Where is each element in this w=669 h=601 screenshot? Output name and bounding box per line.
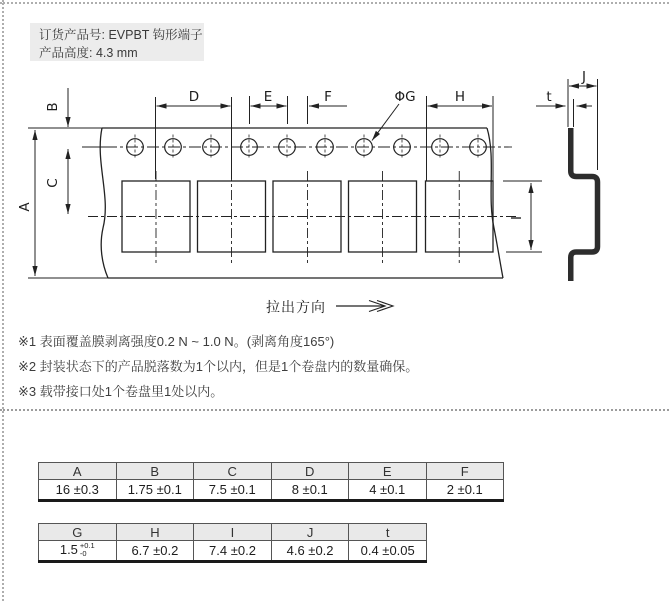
value-g-number: 1.5 bbox=[59, 542, 78, 558]
value-a: 16 ±0.3 bbox=[39, 480, 117, 501]
note-3: ※3 载带接口处1个卷盘里1处以内。 bbox=[18, 384, 224, 399]
table-header-row bbox=[39, 524, 427, 541]
tolerance-minus: -0 bbox=[79, 548, 87, 558]
tolerance-plus: +0.1 bbox=[79, 540, 95, 550]
col-header-b: B bbox=[116, 463, 194, 480]
dim-label-i: I bbox=[509, 216, 525, 220]
value-b: 1.75 ±0.1 bbox=[116, 480, 194, 501]
product-number-text: 订货产品号: EVPBT 钩形端子 bbox=[39, 28, 203, 42]
table-value-row bbox=[39, 480, 504, 501]
tape-cross-section-profile bbox=[571, 128, 598, 281]
dim-label-phig: ΦG bbox=[394, 89, 416, 105]
dim-label-e: E bbox=[263, 89, 273, 105]
tape-pockets bbox=[88, 171, 516, 263]
dim-label-h: H bbox=[454, 89, 466, 105]
note-1: ※1 表面覆盖膜剥离强度0.2 N ~ 1.0 N。(剥离角度165°) bbox=[18, 334, 335, 349]
dim-label-f: F bbox=[324, 89, 332, 105]
value-c: 7.5 ±0.1 bbox=[194, 480, 272, 501]
dimension-table-a-f bbox=[38, 462, 504, 502]
dim-label-j: J bbox=[582, 69, 586, 85]
col-header-c: C bbox=[194, 463, 272, 480]
dimension-H bbox=[427, 96, 494, 181]
tape-outline bbox=[100, 128, 503, 278]
col-header-h: H bbox=[116, 524, 194, 541]
value-f: 2 ±0.1 bbox=[426, 480, 504, 501]
col-header-f: F bbox=[426, 463, 504, 480]
pull-direction-label: 拉出方向 bbox=[266, 299, 326, 315]
table-header-row bbox=[39, 463, 504, 480]
dim-label-t: t bbox=[546, 89, 552, 105]
dim-label-a: A bbox=[17, 202, 33, 212]
col-header-e: E bbox=[349, 463, 427, 480]
note-2: ※2 封装状态下的产品脱落数为1个以内，但是1个卷盘内的数量确保。 bbox=[18, 359, 419, 374]
value-d: 8 ±0.1 bbox=[271, 480, 349, 501]
value-h: 6.7 ±0.2 bbox=[116, 541, 194, 562]
dim-label-c: C bbox=[45, 178, 61, 188]
pull-direction-arrow bbox=[336, 301, 393, 312]
dim-label-d: D bbox=[188, 89, 200, 105]
value-t: 0.4 ±0.05 bbox=[349, 541, 427, 562]
col-header-g: G bbox=[39, 524, 117, 541]
dimension-t bbox=[536, 99, 592, 127]
col-header-a: A bbox=[39, 463, 117, 480]
value-e: 4 ±0.1 bbox=[349, 480, 427, 501]
col-header-t: t bbox=[349, 524, 427, 541]
value-j: 4.6 ±0.2 bbox=[271, 541, 349, 562]
col-header-d: D bbox=[271, 463, 349, 480]
dimension-table-g-t bbox=[38, 523, 427, 563]
dimension-phiG-leader bbox=[372, 104, 399, 141]
col-header-i: I bbox=[194, 524, 272, 541]
table-value-row bbox=[39, 541, 427, 562]
value-g-tolerance bbox=[80, 542, 95, 558]
sprocket-holes bbox=[84, 135, 512, 160]
product-height-text: 产品高度: 4.3 mm bbox=[39, 46, 138, 61]
dimension-D bbox=[156, 97, 232, 179]
dim-label-b: B bbox=[45, 102, 61, 112]
value-g bbox=[39, 541, 117, 562]
value-i: 7.4 ±0.2 bbox=[194, 541, 272, 562]
col-header-j: J bbox=[271, 524, 349, 541]
